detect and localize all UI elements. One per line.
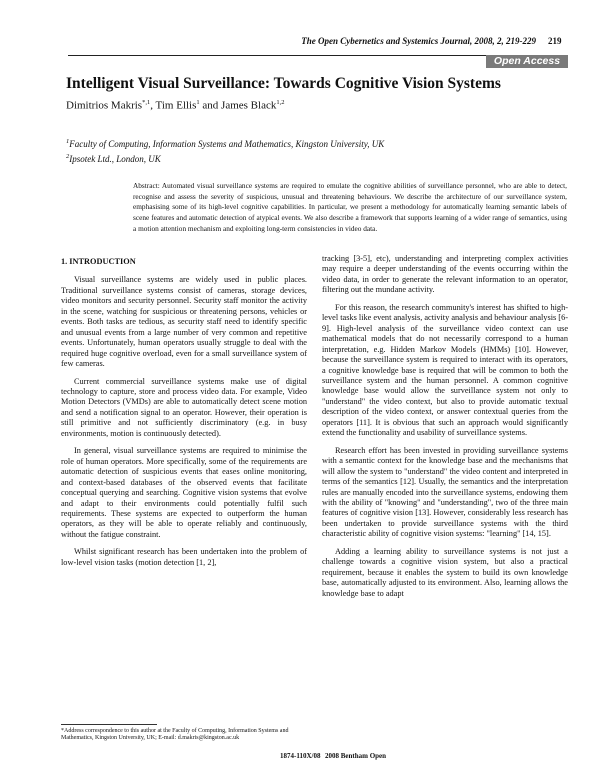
author-separator: and (199, 99, 222, 112)
author-separator: , (150, 99, 156, 112)
affiliation-1 (66, 138, 384, 149)
affiliation-text: Ipsotek Ltd., London, UK (69, 154, 161, 164)
paragraph-continuation: tracking [3-5], etc), understanding and interpreting complex activities may require a deeper understanding of the events occurring within the video data, in order to generate the relevant information to an operator, filtering out the mundane activity. (322, 254, 568, 295)
paragraph: Research effort has been invested in providing surveillance systems with a semantic context for the knowledge base and the mechanisms that will allow the system to "understand" the video content and interpreted in terms of the semantics [12]. Usually, the semantics and the interpretation rules are manually encoded into the surveillance systems, endowing them with the ability of "knowing" and "understanding", two of the three main features of cognitive vision [13]. However, considerably less research has been undertaken to provide surveillance systems with the third characteristic ability of cognitive vision systems: "learning" [14, 15]. (322, 445, 568, 539)
paragraph: Whilst significant research has been undertaken into the problem of low-level vision tasks (motion detection [1, 2], (61, 547, 307, 567)
author-name: James Black (221, 99, 277, 112)
paragraph: Adding a learning ability to surveillance systems is not just a challenge towards a cognitive vision system, but also a practical requirement, because it enables the system to build its own knowledge base, automatically adjusted to its environment. Also, learning allows the knowledge base to adapt (322, 546, 568, 598)
footnote-rule (61, 724, 157, 725)
affiliation-text: Faculty of Computing, Information Systems and Mathematics, Kingston University, UK (69, 139, 385, 149)
author-marker: 1,2 (276, 99, 285, 106)
open-access-badge: Open Access (486, 55, 568, 68)
page-number: 219 (548, 36, 562, 46)
author-list (66, 99, 284, 112)
affiliation-2 (66, 153, 161, 164)
article-title: Intelligent Visual Surveillance: Towards Cognitive Vision Systems (66, 75, 501, 92)
section-heading: 1. INTRODUCTION (61, 257, 136, 266)
paragraph: For this reason, the research community's interest has shifted to high-level tasks like event analysis, activity analysis and behaviour analysis [6-9]. High-level analysis of the surveillance video context can use mathematical models that do not necessarily correspond to a human interpretation, e.g. Hidden Markov Models (HMMs) [10]. However, because the surveillance system is required to interact with its operators, a cognitive knowledge base is required that will be common to both the surveillance system and the human personnel. A common cognitive knowledge base would allow the surveillance system not only to "understand" the video context, but also to provide automatic textual description of the video context, or answer contextual queries from the operators [11]. It is obvious that such an approach would significantly extend the functionality and usability of surveillance systems. (322, 302, 568, 438)
affiliation-marker: 1 (66, 138, 70, 145)
paragraph: Visual surveillance systems are widely used in public places. Traditional surveillance systems consist of cameras, storage devices, video monitors and security personnel. Security staff monitor the activity in the scene, watching for suspicious or threatening persons, vehicles or events. Both tasks are tedious, as security staff need to identify specific and unusual events from a large number of very common and repetitive events. Unfortunately, human operators usually struggle to deal with the required huge cognitive overload, even for a small surveillance system of few cameras. (61, 275, 307, 369)
correspondence-footnote: *Address correspondence to this author at the Faculty of Computing, Information Systems and Mathematics, Kingston University, UK; E-mail: d.makris@kingston.ac.uk (61, 728, 289, 742)
paragraph: Current commercial surveillance systems make use of digital technology to capture, store and process video data. For example, Video Motion Detectors (VMDs) are able to automatically detect scene motion and send a notification signal to an operator. However, their operation is still primitive and not sufficiently discriminatory (e.g. in busy environments, motion is continuously detected). (61, 376, 307, 438)
right-column (322, 254, 568, 606)
issn-footer: 1874-110X/08 (280, 752, 321, 760)
abstract: Abstract: Automated visual surveillance systems are required to emulate the cognitive abilities of surveillance personnel, who are able to detect, recognise and assess the severity of suspicious, unusual and threatening behaviours. We describe the architecture of our surveillance system, emphasising some of its high-level cognitive capabilities. In particular, we present a methodology for automatically learning semantic labels of scene features and automatic detection of atypical events. We also describe a framework that supports learning of a wider range of semantics, using a motion attention mechanism and exploiting long-term consistencies in video data. (133, 181, 567, 233)
paragraph: In general, visual surveillance systems are required to minimise the role of human operators. More specifically, some of the requirements are automatic detection of suspicious events that eases online monitoring, and context-based databases of the observed events that facilitate conceptual querying and searching. Cognitive vision systems that evolve and adapt to their environments could potentially fulfil such requirements. These systems are expected to outperform the human operators, as they will be able to operate reliably and continuously, without the fatigue constraint. (61, 446, 307, 539)
author-marker: *,1 (142, 99, 151, 106)
publisher-footer: 2008 Bentham Open (325, 752, 387, 760)
author-name: Tim Ellis (155, 99, 197, 112)
left-column (61, 257, 307, 575)
author-name: Dimitrios Makris (66, 99, 143, 112)
affiliation-marker: 2 (66, 153, 70, 160)
running-header: The Open Cybernetics and Systemics Journal, 2008, 2, 219-229 (301, 36, 536, 46)
author-marker: 1 (196, 99, 200, 106)
